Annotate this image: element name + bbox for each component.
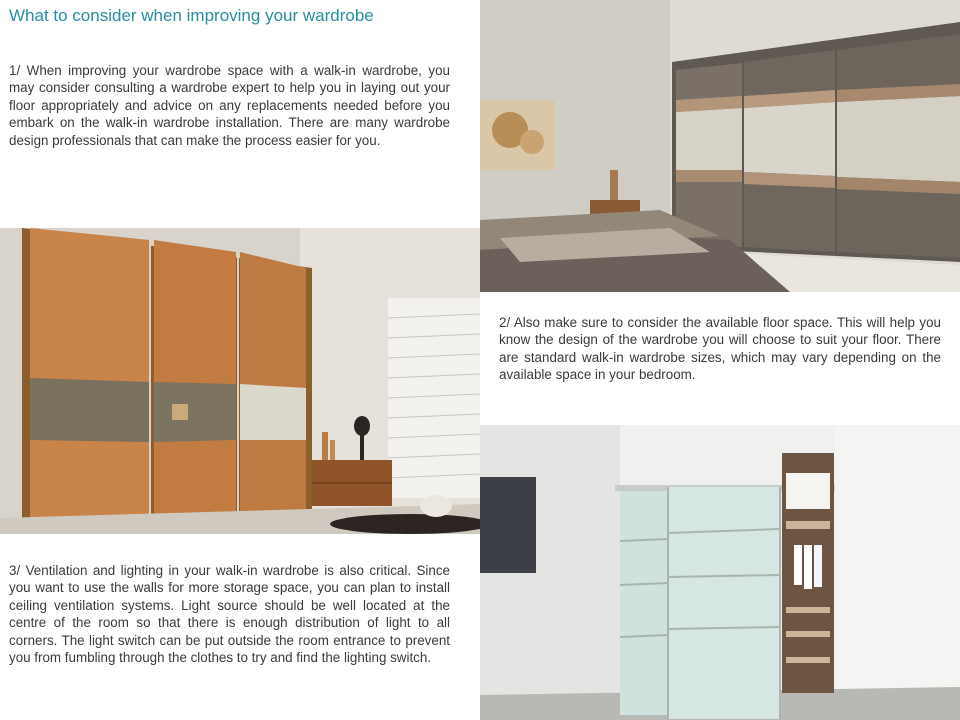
paragraph-2: 2/ Also make sure to consider the available floor space. This will help you know the design of the wardrobe you will choose to suit your floor. There are standard walk-in wardrobe sizes, which may vary depending on the available space in your bedroom. (499, 315, 941, 383)
photo-dark-wood-sliding-wardrobe (480, 0, 960, 292)
paragraph-1: 1/ When improving your wardrobe space with a walk-in wardrobe, you may consider consulting a wardrobe expert to help you in laying out your floor appropriately and advice on any replacements needed before you embark on the walk-in wardrobe installation. There are many wardrobe design professionals that can make the process easier for you. (9, 63, 450, 148)
photo-oak-sliding-wardrobe (0, 228, 480, 534)
paragraph-3: 3/ Ventilation and lighting in your walk-in wardrobe is also critical. Since you want to use the walls for more storage space, you can plan to install ceiling ventilation systems. Light source should be well located at the centre of the room so that there is enough distribution of light to all corners. The light switch can be put outside the room entrance to prevent you from fumbling through the clothes to try and find the lighting switch. (9, 563, 450, 666)
page-title: What to consider when improving your wardrobe (9, 6, 374, 25)
photo-white-glass-sliding-wardrobe (480, 425, 960, 720)
